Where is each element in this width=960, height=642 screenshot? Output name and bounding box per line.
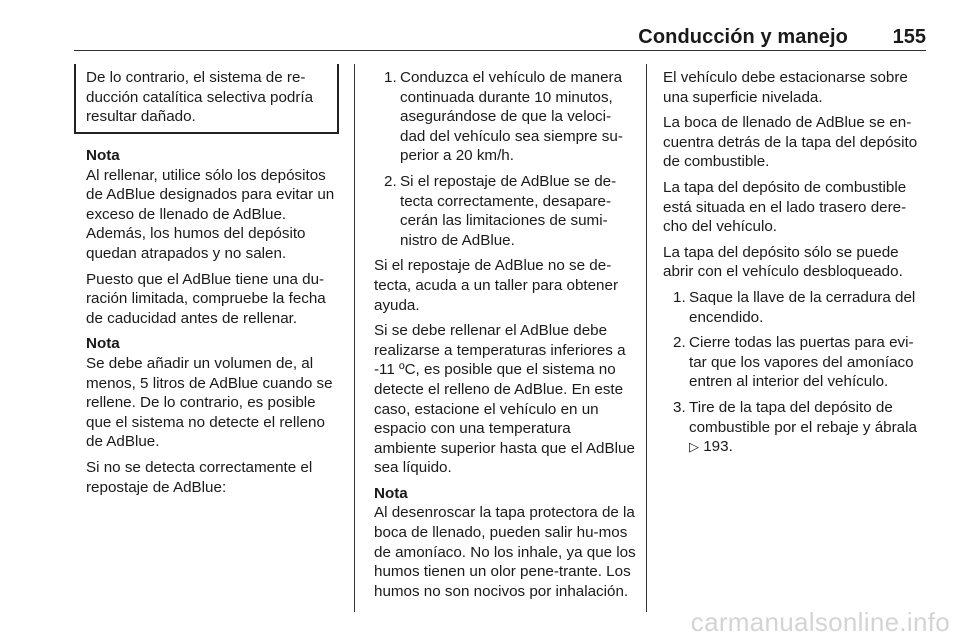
list-item	[374, 172, 636, 250]
paragraph: Puesto que el AdBlue tiene una du-ración limitada, compruebe la fecha de caducidad antes de rellenar.	[86, 270, 326, 327]
paragraph: La boca de llenado de AdBlue se en-cuentra detrás de la tapa del depósito de combustible.	[663, 114, 918, 171]
step-text: Si el repostaje de AdBlue se de-tecta correctamente, desapare-cerán las limitaciones de sumi-nistro de AdBlue.	[400, 172, 617, 249]
note-2	[86, 334, 342, 452]
section-title: Conducción y manejo	[638, 26, 848, 48]
note-text: Al rellenar, utilice sólo los depósitos de AdBlue designados para evitar un exceso de llenado de AdBlue. Además, los humos del depósito quedan atrapados y no salen.	[86, 166, 335, 262]
list-item	[663, 333, 926, 392]
step-text: Saque la llave de la cerradura del encendido.	[689, 288, 916, 326]
list-item	[663, 288, 926, 327]
paragraph: Si el repostaje de AdBlue no se de-tecta, acuda a un taller para obtener ayuda.	[374, 257, 619, 314]
list-item	[374, 68, 636, 166]
paragraph: La tapa del depósito de combustible está situada en el lado trasero dere-cho del vehículo.	[663, 178, 907, 236]
page-number: 155	[892, 26, 926, 48]
note	[374, 484, 636, 602]
paragraph: Si se debe rellenar el AdBlue debe realizarse a temperaturas inferiores a -11 ºC, es posible que el sistema no detecte el relleno de AdBlue. En este caso, estacione el vehículo en un espacio con una temperatura ambiente superior hasta que el AdBlue sea líquido.	[374, 322, 635, 477]
note-1	[86, 146, 342, 264]
page-header	[74, 26, 926, 48]
step-text: Cierre todas las puertas para evi-tar que los vapores del amoníaco entren al interior del vehículo.	[689, 334, 914, 391]
column-3	[663, 68, 926, 463]
paragraph: Si no se detecta correctamente el repostaje de AdBlue:	[86, 458, 313, 496]
paragraph: El vehículo debe estacionarse sobre una superficie nivelada.	[663, 69, 908, 106]
steps-list	[663, 288, 926, 457]
page-reference[interactable]: 193.	[703, 438, 733, 456]
column-divider-1	[354, 64, 355, 612]
step-text: Conduzca el vehículo de manera continuada durante 10 minutos, asegurándose de que la veloci-dad del vehículo sea siempre su-perior a 20 km/h.	[400, 69, 623, 165]
warning-text: De lo contrario, el sistema de re-ducción catalítica selectiva podría resultar dañado.	[86, 69, 314, 126]
note-label: Nota	[86, 335, 120, 353]
note-text: Se debe añadir un volumen de, al menos, 5 litros de AdBlue cuando se rellene. De lo contrario, es posible que el sistema no detecte el relleno de AdBlue.	[86, 354, 333, 451]
column-divider-2	[646, 64, 647, 612]
note-label: Nota	[86, 147, 120, 164]
step-number: 3.	[673, 398, 686, 416]
note-label: Nota	[374, 484, 408, 502]
steps-list	[374, 68, 636, 250]
step-number: 2.	[384, 172, 397, 190]
column-1	[86, 146, 342, 503]
paragraph: La tapa del depósito sólo se puede abrir con el vehículo desbloqueado.	[663, 243, 903, 281]
column-2	[374, 68, 636, 607]
page-ref-triangle-icon: ▷	[689, 439, 699, 455]
note-text: Al desenroscar la tapa protectora de la boca de llenado, pueden salir hu-mos de amoníaco. No los inhale, ya que los humos tienen un olor pene-trante. Los humos no son nocivos por inhalación.	[374, 504, 636, 600]
header-rule	[74, 50, 926, 51]
step-number: 1.	[384, 69, 397, 86]
watermark: carmanualsonline.info	[690, 607, 950, 637]
list-item	[663, 398, 926, 457]
step-text: Tire de la tapa del depósito de combustible por el rebaje y ábrala	[689, 398, 917, 436]
step-number: 2.	[673, 334, 686, 352]
step-number: 1.	[673, 288, 686, 306]
